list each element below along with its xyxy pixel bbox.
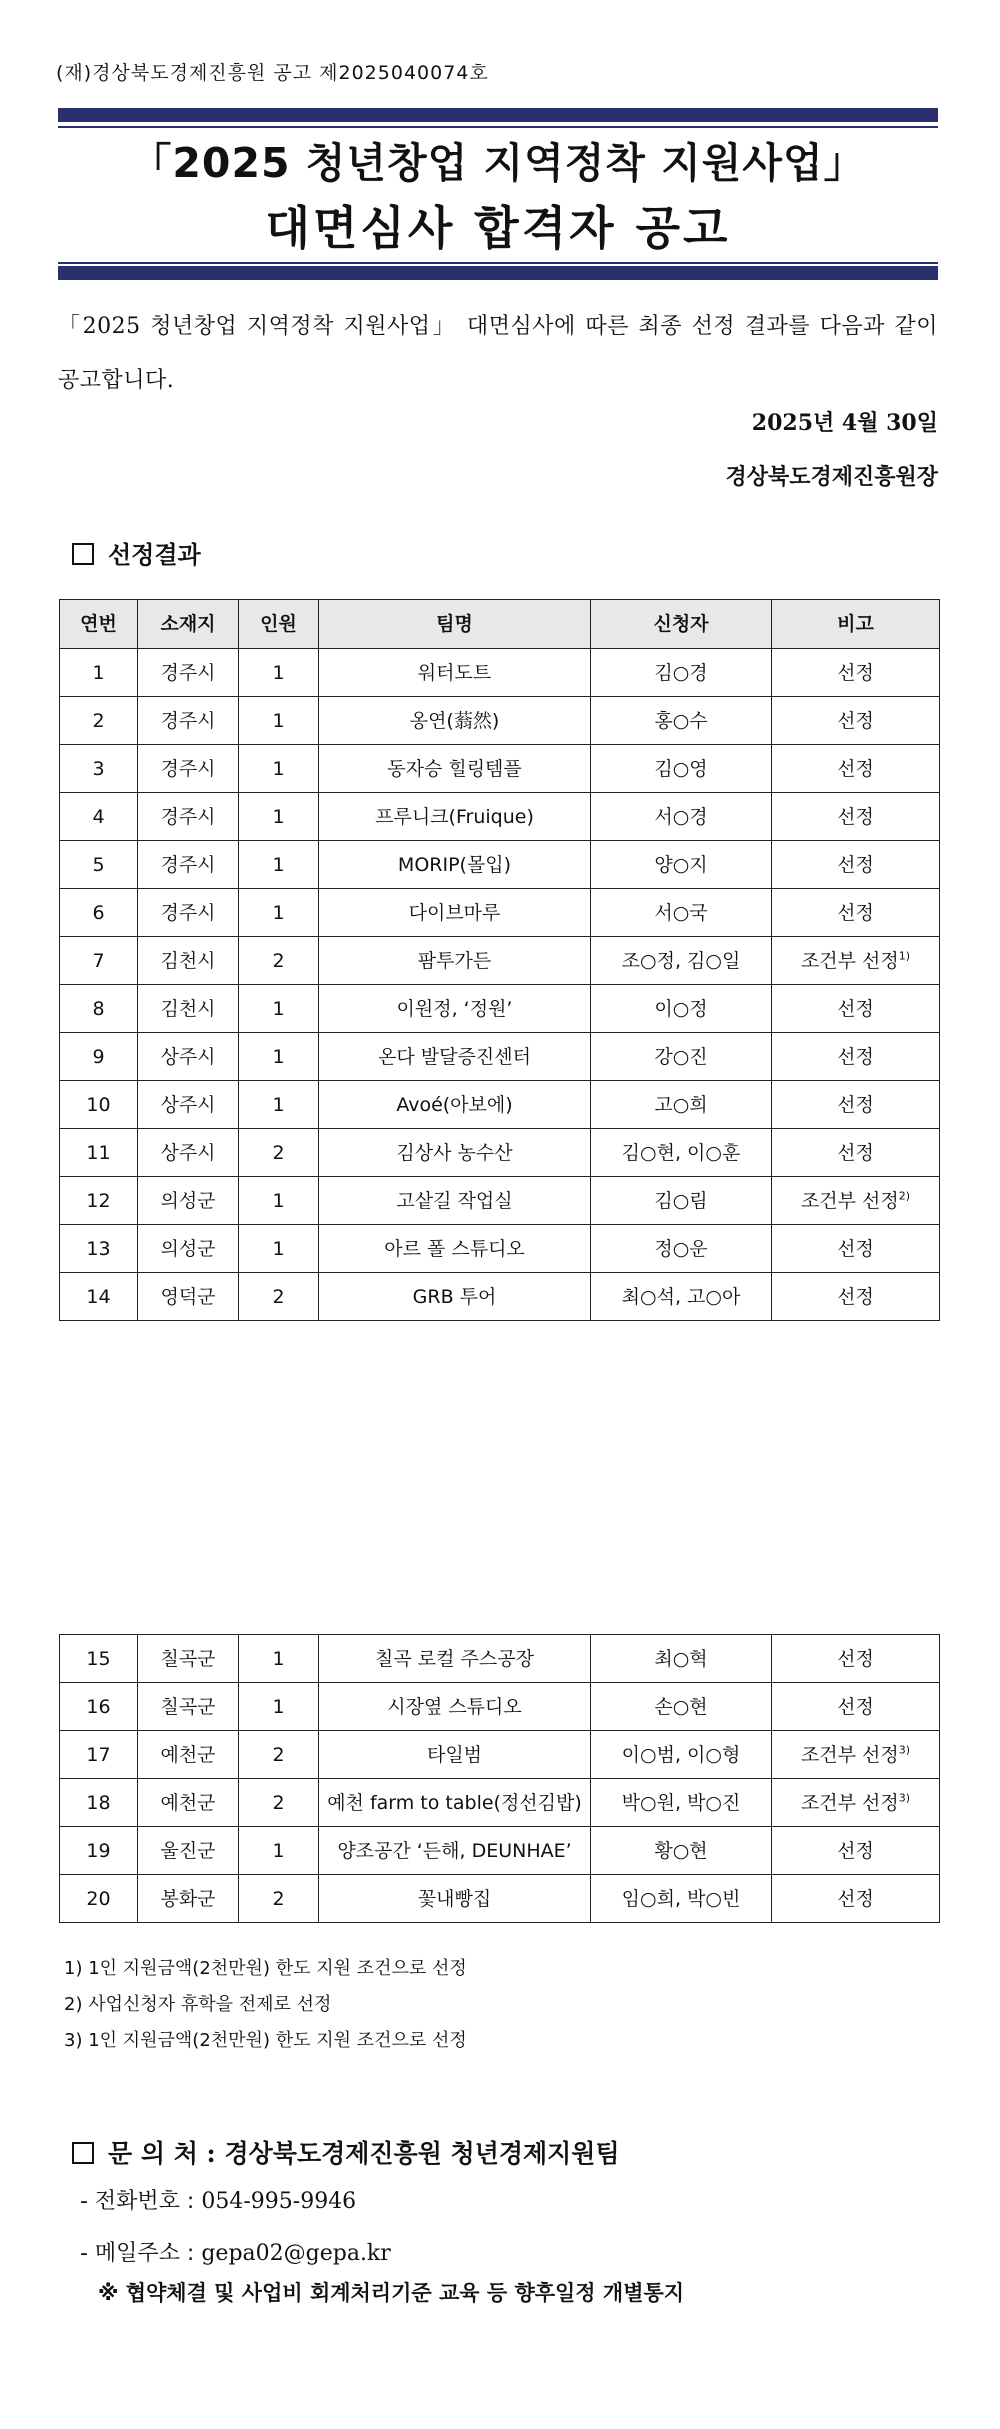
cell-team-text: 타일범 (426, 1743, 483, 1766)
checkbox-square-icon (72, 543, 94, 565)
cell-region-text: 의성군 (160, 1237, 216, 1260)
cell-count-text: 1 (272, 1839, 285, 1862)
cell-region (138, 1225, 239, 1273)
cell-applicant-text: 최○석, 고○아 (621, 1285, 741, 1308)
cell-team (319, 1177, 591, 1225)
cell-region (138, 1635, 239, 1683)
cell-no-text: 16 (86, 1695, 111, 1718)
cell-team (319, 793, 591, 841)
cell-no (60, 985, 138, 1033)
cell-applicant-text: 김○영 (654, 757, 708, 780)
cell-count (239, 1273, 319, 1321)
cell-remark-text: 선정 (837, 757, 874, 780)
cell-region (138, 1273, 239, 1321)
cell-team (319, 1273, 591, 1321)
cell-remark (772, 1683, 940, 1731)
notice-number: (재)경상북도경제진흥원 공고 제2025040074호 (56, 62, 489, 84)
cell-applicant (591, 1129, 772, 1177)
cell-count-text: 1 (272, 661, 285, 684)
cell-team-text: 옹연(蓊然) (409, 709, 500, 732)
checkbox-square-icon (72, 2142, 94, 2164)
cell-no-text: 8 (92, 997, 105, 1020)
email-label: - 메일주소 : (80, 2241, 202, 2266)
header-rule-bottom (58, 262, 938, 264)
cell-no-text: 5 (92, 853, 105, 876)
cell-remark-text: 선정 (837, 1839, 874, 1862)
cell-remark-text: 선정 (837, 997, 874, 1020)
cell-team-text: 온다 발달증진센터 (378, 1045, 531, 1068)
cell-applicant (591, 745, 772, 793)
cell-region-text: 예천군 (160, 1791, 216, 1814)
header-no: 연번 (60, 600, 138, 649)
cell-no (60, 1129, 138, 1177)
cell-no (60, 1827, 138, 1875)
section-title: 선정결과 (108, 540, 201, 569)
cell-team-text: 김상사 농수산 (396, 1141, 513, 1164)
cell-applicant-text: 이○범, 이○형 (621, 1743, 741, 1766)
cell-remark-text: 조건부 선정 (800, 949, 899, 972)
cell-count-text: 1 (272, 901, 285, 924)
cell-team-text: 양조공간 ‘든해, DEUNHAE’ (337, 1839, 572, 1862)
email-address[interactable]: gepa02@gepa.kr (201, 2241, 391, 2266)
cell-count (239, 649, 319, 697)
cell-count-text: 2 (272, 1285, 285, 1308)
intro-paragraph: 「2025 청년창업 지역정착 지원사업」 대면심사에 따른 최종 선정 결과를 다음과 같이 공고합니다. (58, 314, 938, 393)
cell-region (138, 745, 239, 793)
cell-remark (772, 1033, 940, 1081)
cell-region-text: 예천군 (160, 1743, 216, 1766)
cell-team-text: 이원정, ‘정원’ (396, 997, 513, 1020)
cell-count-text: 2 (272, 1887, 285, 1910)
issuer-name: 경상북도경제진흥원장 (725, 464, 938, 490)
cell-no-text: 17 (86, 1743, 111, 1766)
cell-team (319, 1683, 591, 1731)
cell-region-text: 경주시 (160, 901, 216, 924)
cell-remark-text: 조건부 선정 (800, 1189, 899, 1212)
cell-applicant-text: 최○혁 (654, 1647, 708, 1670)
cell-team (319, 1779, 591, 1827)
table-row (60, 1731, 940, 1779)
cell-team (319, 1225, 591, 1273)
table-row (60, 985, 940, 1033)
cell-applicant (591, 1033, 772, 1081)
cell-no (60, 697, 138, 745)
cell-team-text: MORIP(몰입) (397, 853, 512, 876)
footnote-marker: 3) (898, 1743, 911, 1757)
cell-remark (772, 697, 940, 745)
cell-applicant-text: 김○림 (654, 1189, 708, 1212)
cell-team (319, 1875, 591, 1923)
cell-count (239, 937, 319, 985)
cell-region (138, 697, 239, 745)
header-region: 소재지 (138, 600, 239, 649)
cell-no-text: 14 (86, 1285, 111, 1308)
table-row (60, 697, 940, 745)
cell-applicant-text: 홍○수 (654, 709, 708, 732)
cell-region-text: 상주시 (160, 1093, 216, 1116)
header-count: 인원 (239, 600, 319, 649)
contact-heading (72, 2134, 620, 2170)
footnote-marker: 1) (898, 949, 911, 963)
cell-remark (772, 841, 940, 889)
cell-region-text: 경주시 (160, 853, 216, 876)
header-remark: 비고 (772, 600, 940, 649)
cell-team-text: 꽃내빵집 (417, 1887, 492, 1910)
cell-count (239, 1683, 319, 1731)
cell-remark-text: 선정 (837, 1647, 874, 1670)
cell-team (319, 1081, 591, 1129)
cell-team-text: 팜투가든 (417, 949, 492, 972)
header-rule-top (58, 126, 938, 128)
cell-remark-text: 선정 (837, 901, 874, 924)
cell-region-text: 의성군 (160, 1189, 216, 1212)
cell-remark (772, 1635, 940, 1683)
title-line-2: 대면심사 합격자 공고 (265, 201, 731, 255)
cell-team-text: 다이브마루 (408, 901, 501, 924)
table-row (60, 1177, 940, 1225)
cell-count-text: 1 (272, 997, 285, 1020)
header-team: 팀명 (319, 600, 591, 649)
contact-phone-line (80, 2184, 356, 2215)
cell-no-text: 7 (92, 949, 105, 972)
cell-remark-text: 선정 (837, 1045, 874, 1068)
cell-remark-text: 선정 (837, 1887, 874, 1910)
cell-region-text: 경주시 (160, 757, 216, 780)
cell-team (319, 889, 591, 937)
table-row (60, 1081, 940, 1129)
header-bar-bottom (58, 266, 938, 280)
cell-no (60, 1731, 138, 1779)
cell-region (138, 1731, 239, 1779)
cell-applicant (591, 985, 772, 1033)
cell-region (138, 1827, 239, 1875)
cell-remark-text: 선정 (837, 805, 874, 828)
cell-team (319, 937, 591, 985)
cell-applicant-text: 고○희 (654, 1093, 708, 1116)
cell-no (60, 1033, 138, 1081)
cell-applicant-text: 임○희, 박○빈 (621, 1887, 741, 1910)
cell-remark (772, 1273, 940, 1321)
cell-count (239, 1177, 319, 1225)
cell-count (239, 985, 319, 1033)
table-row (60, 1875, 940, 1923)
cell-count (239, 793, 319, 841)
cell-team-text: 동자승 힐링템플 (387, 757, 522, 780)
cell-remark (772, 1129, 940, 1177)
table-row (60, 1225, 940, 1273)
table-row (60, 1779, 940, 1827)
cell-team (319, 1731, 591, 1779)
cell-applicant-text: 김○현, 이○훈 (621, 1141, 741, 1164)
cell-no-text: 19 (86, 1839, 111, 1862)
cell-count-text: 1 (272, 1189, 285, 1212)
cell-team (319, 697, 591, 745)
table-row (60, 1683, 940, 1731)
cell-no (60, 1875, 138, 1923)
cell-no-text: 1 (92, 661, 105, 684)
cell-team-text: 시장옆 스튜디오 (387, 1695, 522, 1718)
cell-count-text: 2 (272, 949, 285, 972)
table-row (60, 1273, 940, 1321)
cell-remark-text: 선정 (837, 1285, 874, 1308)
cell-remark-text: 조건부 선정 (800, 1743, 899, 1766)
cell-count-text: 1 (272, 805, 285, 828)
footnote-1: 1) 1인 지원금액(2천만원) 한도 지원 조건으로 선정 (64, 1958, 467, 1979)
cell-team-text: 예천 farm to table(정선김밥) (327, 1791, 582, 1814)
table-row (60, 1033, 940, 1081)
cell-team-text: 프루니크(Fruique) (375, 805, 534, 828)
cell-no-text: 6 (92, 901, 105, 924)
cell-remark (772, 1875, 940, 1923)
cell-count (239, 1827, 319, 1875)
cell-applicant (591, 1779, 772, 1827)
cell-no-text: 2 (92, 709, 105, 732)
cell-region (138, 889, 239, 937)
cell-count (239, 745, 319, 793)
cell-count (239, 1033, 319, 1081)
cell-region-text: 경주시 (160, 805, 216, 828)
cell-region (138, 1779, 239, 1827)
cell-team (319, 1033, 591, 1081)
cell-applicant (591, 649, 772, 697)
schedule-note: ※ 협약체결 및 사업비 회계처리기준 교육 등 향후일정 개별통지 (98, 2281, 685, 2305)
cell-region-text: 김천시 (160, 949, 216, 972)
cell-count-text: 2 (272, 1141, 285, 1164)
cell-no (60, 1779, 138, 1827)
cell-team-text: 고샅길 작업실 (396, 1189, 513, 1212)
cell-count-text: 2 (272, 1791, 285, 1814)
header-applicant: 신청자 (591, 600, 772, 649)
cell-applicant (591, 1683, 772, 1731)
cell-remark (772, 1177, 940, 1225)
cell-team-text: Avoé(아보에) (396, 1093, 513, 1116)
cell-count (239, 1779, 319, 1827)
cell-region (138, 985, 239, 1033)
cell-count (239, 1875, 319, 1923)
cell-count (239, 1225, 319, 1273)
cell-count (239, 697, 319, 745)
cell-remark (772, 1827, 940, 1875)
table-row (60, 1129, 940, 1177)
header-bar-top (58, 108, 938, 122)
cell-applicant-text: 박○원, 박○진 (621, 1791, 741, 1814)
cell-no-text: 4 (92, 805, 105, 828)
title-line-1: 「2025 청년창업 지역정착 지원사업」 (130, 139, 866, 187)
cell-applicant-text: 조○정, 김○일 (621, 949, 741, 972)
cell-applicant-text: 김○경 (654, 661, 708, 684)
table-row (60, 889, 940, 937)
cell-no-text: 20 (86, 1887, 111, 1910)
footnote-2: 2) 사업신청자 휴학을 전제로 선정 (64, 1994, 332, 2015)
cell-team-text: 아르 폴 스튜디오 (384, 1237, 525, 1260)
cell-applicant-text: 강○진 (654, 1045, 708, 1068)
cell-count-text: 1 (272, 1695, 285, 1718)
cell-count-text: 1 (272, 1045, 285, 1068)
cell-remark-text: 조건부 선정 (800, 1791, 899, 1814)
cell-no-text: 13 (86, 1237, 111, 1260)
cell-applicant (591, 1225, 772, 1273)
cell-region (138, 649, 239, 697)
cell-applicant (591, 1177, 772, 1225)
cell-count-text: 2 (272, 1743, 285, 1766)
cell-region-text: 봉화군 (160, 1887, 216, 1910)
cell-remark (772, 1779, 940, 1827)
cell-remark-text: 선정 (837, 1093, 874, 1116)
cell-applicant (591, 841, 772, 889)
cell-region (138, 793, 239, 841)
cell-region (138, 1081, 239, 1129)
cell-remark-text: 선정 (837, 1141, 874, 1164)
cell-remark (772, 985, 940, 1033)
cell-no-text: 18 (86, 1791, 111, 1814)
cell-count-text: 1 (272, 1647, 285, 1670)
cell-no-text: 3 (92, 757, 105, 780)
table-row (60, 841, 940, 889)
table-header-row (60, 600, 940, 649)
cell-applicant (591, 937, 772, 985)
cell-region-text: 영덕군 (160, 1285, 216, 1308)
cell-count-text: 1 (272, 757, 285, 780)
cell-remark-text: 선정 (837, 1695, 874, 1718)
cell-applicant (591, 1875, 772, 1923)
cell-remark-text: 선정 (837, 661, 874, 684)
cell-team-text: GRB 투어 (412, 1285, 497, 1308)
cell-no-text: 11 (86, 1141, 111, 1164)
cell-no-text: 10 (86, 1093, 111, 1116)
cell-count-text: 1 (272, 1093, 285, 1116)
cell-region-text: 칠곡군 (160, 1647, 216, 1670)
table-row (60, 649, 940, 697)
table-row (60, 793, 940, 841)
cell-count (239, 1129, 319, 1177)
cell-applicant (591, 1081, 772, 1129)
contact-heading-text: 문 의 처 : 경상북도경제진흥원 청년경제지원팀 (108, 2139, 620, 2168)
cell-no (60, 649, 138, 697)
cell-applicant-text: 손○현 (654, 1695, 708, 1718)
cell-team (319, 1635, 591, 1683)
cell-region-text: 칠곡군 (160, 1695, 216, 1718)
table-row (60, 937, 940, 985)
cell-remark-text: 선정 (837, 853, 874, 876)
cell-region-text: 경주시 (160, 709, 216, 732)
cell-no (60, 1081, 138, 1129)
cell-remark (772, 793, 940, 841)
cell-count (239, 1081, 319, 1129)
table-row (60, 1827, 940, 1875)
cell-applicant (591, 889, 772, 937)
cell-no (60, 1177, 138, 1225)
results-table-page2 (59, 1634, 940, 1923)
cell-region (138, 1129, 239, 1177)
cell-remark-text: 선정 (837, 1237, 874, 1260)
cell-count-text: 1 (272, 1237, 285, 1260)
cell-remark (772, 889, 940, 937)
cell-team (319, 745, 591, 793)
results-table-page1 (59, 599, 940, 1321)
notice-date: 2025년 4월 30일 (751, 410, 938, 436)
cell-remark (772, 937, 940, 985)
section-heading (72, 535, 201, 570)
cell-applicant-text: 서○경 (654, 805, 708, 828)
cell-no-text: 12 (86, 1189, 111, 1212)
cell-remark-text: 선정 (837, 709, 874, 732)
cell-no (60, 745, 138, 793)
cell-region-text: 김천시 (160, 997, 216, 1020)
cell-team-text: 워터도트 (417, 661, 492, 684)
table-row (60, 745, 940, 793)
cell-applicant-text: 황○현 (654, 1839, 708, 1862)
cell-applicant (591, 697, 772, 745)
phone-number[interactable]: 054-995-9946 (201, 2189, 357, 2214)
cell-region (138, 1683, 239, 1731)
cell-applicant-text: 이○정 (654, 997, 708, 1020)
cell-team (319, 1827, 591, 1875)
cell-no-text: 9 (92, 1045, 105, 1068)
cell-region-text: 상주시 (160, 1045, 216, 1068)
cell-no (60, 889, 138, 937)
cell-count-text: 1 (272, 709, 285, 732)
cell-count (239, 889, 319, 937)
cell-applicant-text: 서○국 (654, 901, 708, 924)
cell-count (239, 1731, 319, 1779)
cell-region (138, 841, 239, 889)
cell-remark (772, 1081, 940, 1129)
cell-remark (772, 1225, 940, 1273)
cell-applicant-text: 양○지 (654, 853, 708, 876)
cell-no (60, 1225, 138, 1273)
cell-applicant (591, 1635, 772, 1683)
cell-region (138, 1033, 239, 1081)
cell-no (60, 937, 138, 985)
cell-count (239, 1635, 319, 1683)
cell-region (138, 1177, 239, 1225)
cell-no (60, 1683, 138, 1731)
cell-region-text: 경주시 (160, 661, 216, 684)
footnote-marker: 3) (898, 1791, 911, 1805)
cell-remark (772, 649, 940, 697)
cell-no (60, 1273, 138, 1321)
cell-applicant (591, 1827, 772, 1875)
cell-applicant (591, 1731, 772, 1779)
cell-no (60, 1635, 138, 1683)
cell-region (138, 937, 239, 985)
cell-applicant (591, 793, 772, 841)
cell-team (319, 841, 591, 889)
cell-no (60, 793, 138, 841)
table-row (60, 1635, 940, 1683)
cell-team-text: 칠곡 로컬 주스공장 (375, 1647, 534, 1670)
cell-no-text: 15 (86, 1647, 111, 1670)
cell-team (319, 1129, 591, 1177)
cell-applicant-text: 정○운 (654, 1237, 708, 1260)
cell-no (60, 841, 138, 889)
cell-count-text: 1 (272, 853, 285, 876)
footnote-3: 3) 1인 지원금액(2천만원) 한도 지원 조건으로 선정 (64, 2030, 467, 2051)
cell-applicant (591, 1273, 772, 1321)
phone-label: - 전화번호 : (80, 2189, 202, 2214)
cell-team (319, 649, 591, 697)
footnote-marker: 2) (898, 1189, 911, 1203)
cell-count (239, 841, 319, 889)
cell-team (319, 985, 591, 1033)
cell-remark (772, 1731, 940, 1779)
cell-remark (772, 745, 940, 793)
cell-region-text: 울진군 (160, 1839, 216, 1862)
cell-region-text: 상주시 (160, 1141, 216, 1164)
cell-region (138, 1875, 239, 1923)
contact-email-line (80, 2236, 391, 2267)
